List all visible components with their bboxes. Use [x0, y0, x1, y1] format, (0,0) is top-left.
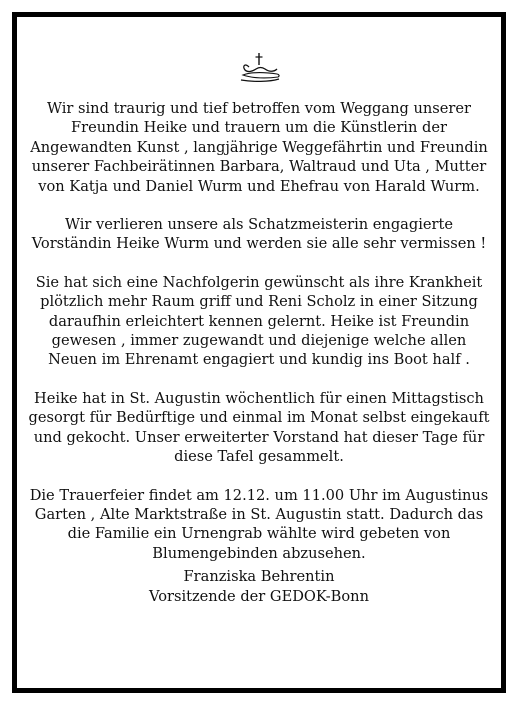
signature-name: Franziska Behrentin	[183, 568, 335, 586]
paragraph-5: Die Trauerfeier findet am 12.12. um 11.00 Uhr im Augustinus Garten , Alte Marktstraße in St. Augustin statt. Dadurch das die Familie ein Urnengrab wählte wird gebeten von Blumengebinden abzusehen.	[29, 486, 489, 562]
paragraph-3: Sie hat sich eine Nachfolgerin gewünscht als ihre Krankheit plötzlich mehr Raum griff und Reni Scholz in einer Sitzung daraufhin erleichtert kennen gelernt. Heike ist Freundin gewesen , immer zugewandt und diejenige welche allen Neuen im Ehrenamt engagiert und kundig ins Boot half .	[35, 273, 483, 369]
mourning-notice-frame	[12, 12, 506, 693]
signature-role: Vorsitzende der GEDOK-Bonn	[149, 587, 369, 605]
notice-content	[17, 17, 501, 688]
paragraph-2: Wir verlieren unsere als Schatzmeisterin engagierte Vorständin Heike Wurm und werden sie alle sehr vermissen !	[31, 216, 487, 253]
crown-scroll-icon	[231, 51, 287, 85]
paragraph-1: Wir sind traurig und tief betroffen vom Weggang unserer Freundin Heike und trauern um die Künstlerin der Angewandten Kunst , langjährige Weggefährtin und Freundin unserer Fachbeirätinnen Barbara, Waltraud und Uta , Mutter von Katja und Daniel Wurm und Ehefrau von Harald Wurm.	[30, 100, 488, 195]
paragraph-4: Heike hat in St. Augustin wöchentlich für einen Mittagstisch gesorgt für Bedürftige und einmal im Monat selbst eingekauft und gekocht. Unser erweiterter Vorstand hat dieser Tage für diese Tafel gesammelt.	[28, 389, 490, 466]
